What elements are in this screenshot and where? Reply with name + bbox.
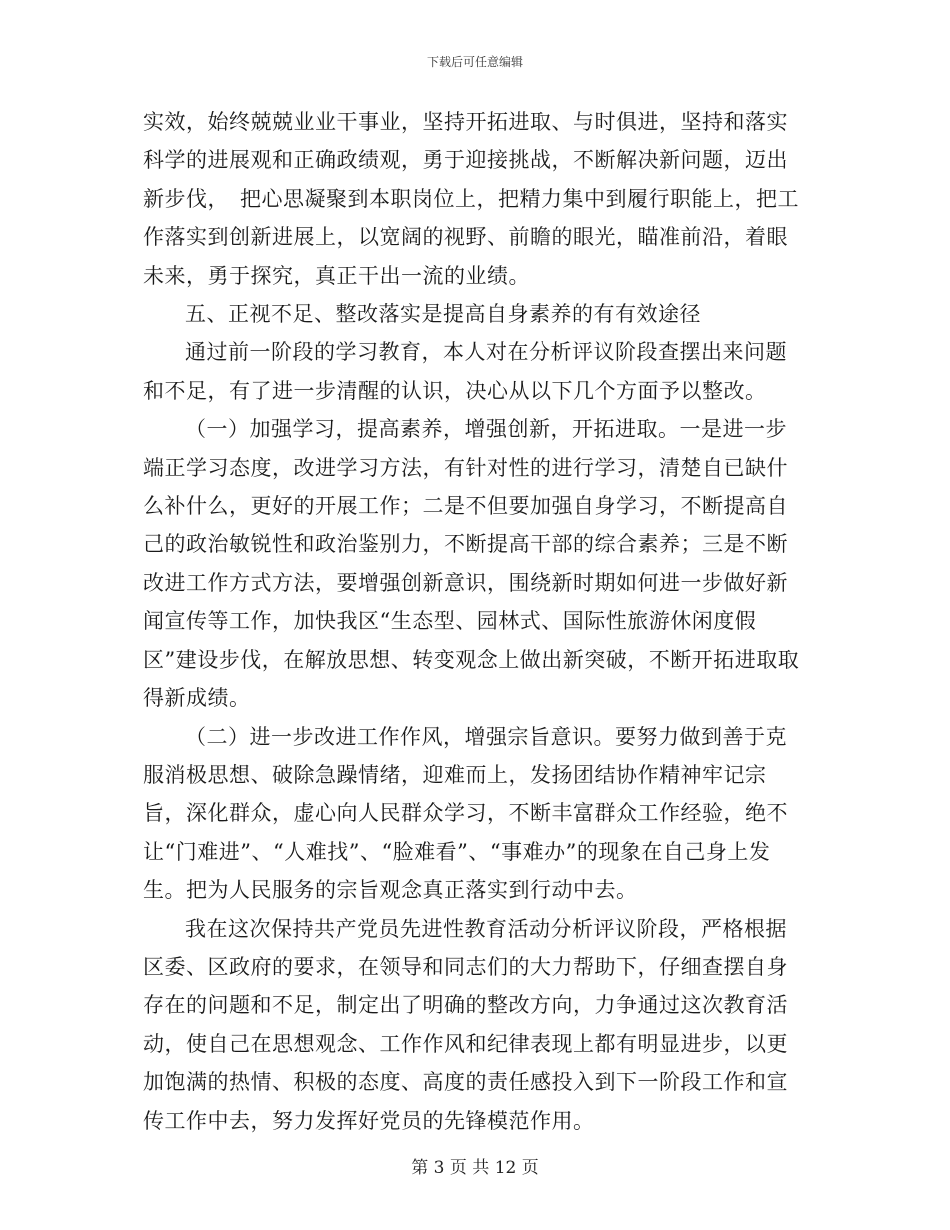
page-number-footer: 第 3 页 共 12 页 (411, 1158, 539, 1178)
page-header: 下载后可任意编辑 (426, 55, 523, 69)
paragraph-continuation: 实效，始终兢兢业业干事业，坚持开拓进取、与时俱进，坚持和落实科学的进展观和正确政绩观，勇于迎接挑战，不断解决新问题，迈出新步伐， 把心思凝聚到本职岗位上，把精力集中到履行职能上，把工作落实到创新进展上，以宽阔的视野、前瞻的眼光，瞄准前沿，着眼未来，勇于探究，真正干出一流的业绩。 (143, 110, 799, 288)
paragraph-conclusion: 我在这次保持共产党员先进性教育活动分析评议阶段，严格根据区委、区政府的要求，在领导和同志们的大力帮助下，仔细查摆自身存在的问题和不足，制定出了明确的整改方向，力争通过这次教育活动，使自己在思想观念、工作作风和纪律表现上都有明显进步，以更加饱满的热情、积极的态度、高度的责任感投入到下一阶段工作和宣传工作中去，努力发挥好党员的先锋模范作用。 (143, 916, 788, 1133)
document-body (143, 103, 808, 1140)
paragraph-item-one: （一）加强学习，提高素养，增强创新，开拓进取。一是进一步端正学习态度，改进学习方法，有针对性的进行学习，清楚自已缺什么补什么，更好的开展工作；二是不但要加强自身学习，不断提高自己的政治敏锐性和政治鉴别力，不断提高干部的综合素养；三是不断改进工作方式方法，要增强创新意识，围绕新时期如何进一步做好新闻宣传等工作，加快我区“生态型、园林式、国际性旅游休闲度假区”建设步伐，在解放思想、转变观念上做出新突破，不断开拓进取取得新成绩。 (143, 417, 800, 711)
paragraph-item-two: （二）进一步改进工作作风，增强宗旨意识。要努力做到善于克服消极思想、破除急躁情绪，迎难而上，发扬团结协作精神牢记宗旨，深化群众，虚心向人民群众学习，不断丰富群众工作经验，绝不让“门难进”、“人难找”、“脸难看”、“事难办”的现象在自己身上发生。把为人民服务的宗旨观念真正落实到行动中去。 (143, 724, 788, 903)
section-heading-five: 五、正视不足、整改落实是提高自身素养的有有效途径 (185, 302, 701, 327)
paragraph-intro: 通过前一阶段的学习教育，本人对在分析评议阶段查摆出来问题和不足，有了进一步清醒的认识，决心从以下几个方面予以整改。 (143, 340, 787, 403)
